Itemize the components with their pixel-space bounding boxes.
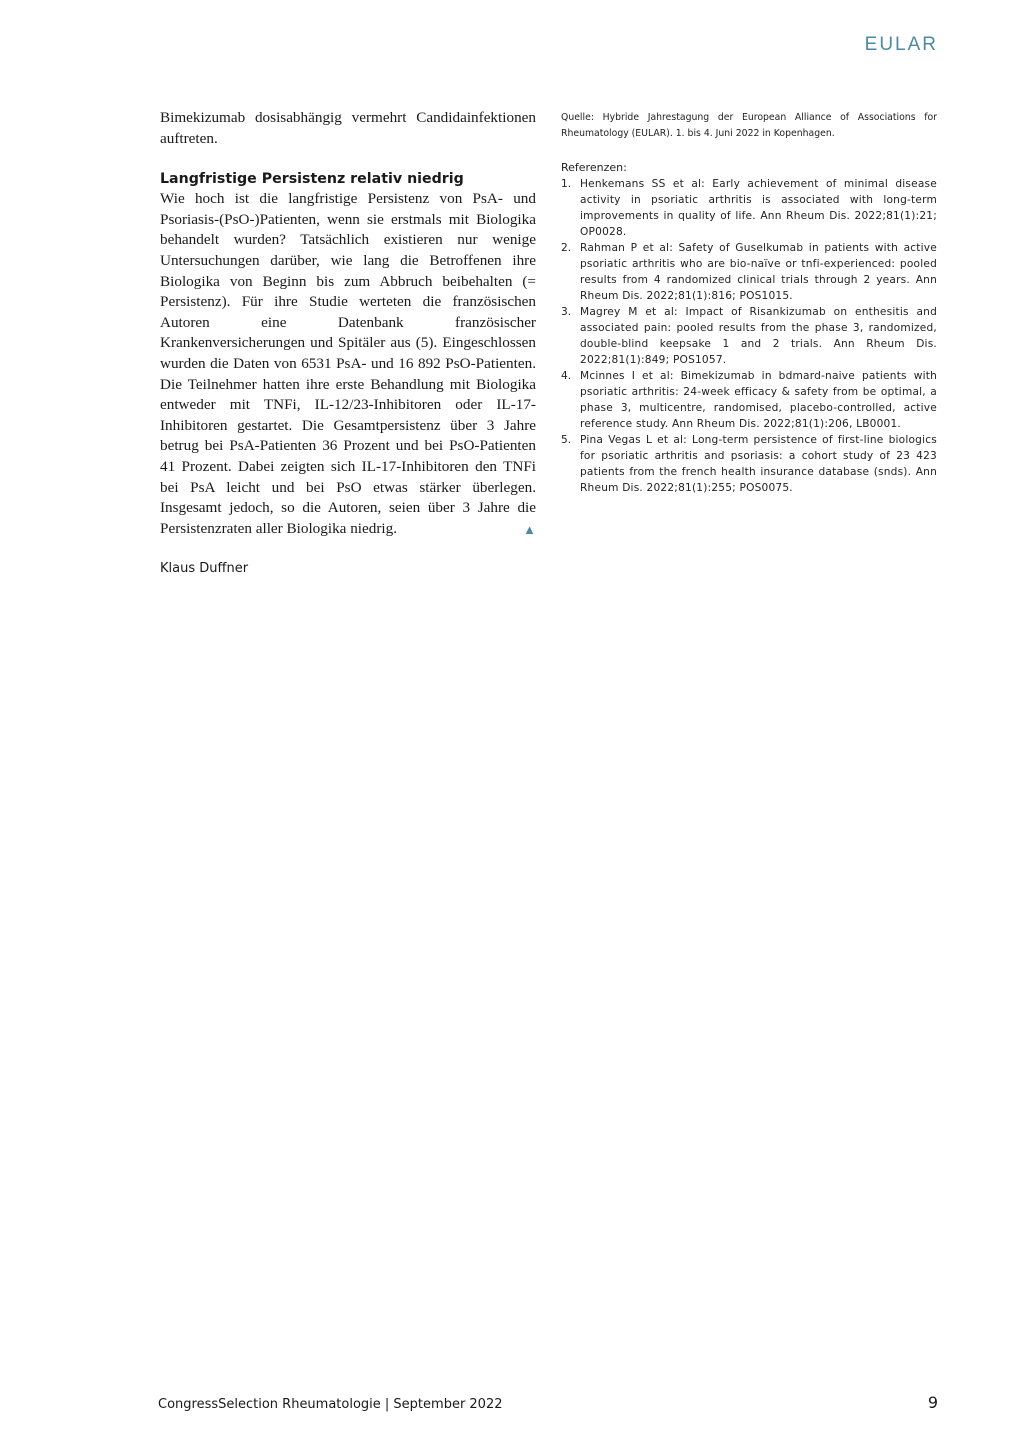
reference-number: 4. (561, 370, 572, 382)
section-heading: Langfristige Persistenz relativ niedrig (160, 171, 464, 188)
reference-text: Henkemans SS et al: Early achievement of minimal disease activity in psoriatic arthritis is associated with long-term improvements in quality of life. Ann Rheum Dis. 2022;81(1):21; OP0028. (580, 178, 937, 238)
author-name: Klaus Duffner (160, 561, 249, 577)
footer-publication: CongressSelection Rheumatologie | September 2022 (158, 1397, 503, 1412)
reference-text: Pina Vegas L et al: Long-term persistence of first-line biologics for psoriatic arthritis and psoriasis: a cohort study of 23 423 patients from the french health insurance database (snds). Ann Rheum Dis. 2022;81(1):255; POS0075. (580, 434, 937, 494)
source-note: Quelle: Hybride Jahrestagung der European Alliance of Associations for Rheumatology (EULAR). 1. bis 4. Juni 2022 in Kopenhagen. (561, 112, 937, 139)
main-paragraph (160, 189, 536, 539)
main-paragraph-text: Wie hoch ist die langfristige Persistenz von PsA- und Psoriasis-(PsO-)Patienten, wenn sie erstmals mit Biologika behandelt wurden? Tatsächlich existieren nur wenige Untersuchungen darüber, wie lang die Betroffenen ihre Biologika von Beginn bis zum Abbruch beibehalten (= Persistenz). Für ihre Studie werteten die französischen Autoren eine Datenbank französischer Krankenversicherungen und Spitäler aus (5). Eingeschlossen wurden die Daten von 6531 PsA- und 16 892 PsO-Patienten. Die Teilnehmer hatten ihre erste Behandlung mit Biologika entweder mit TNFi, IL-12/23-Inhibitoren oder IL-17-Inhibitoren gestartet. Die Gesamtpersistenz über 3 Jahre betrug bei PsA-Patienten 36 Prozent und bei PsO-Patienten 41 Prozent. Dabei zeigten sich IL-17-Inhibitoren den TNFi bei PsA leicht und bei PsO etwas stärker überlegen. Insgesamt jedoch, so die Autoren, seien über 3 Jahre die Persistenzraten aller Biologika niedrig. (160, 190, 536, 537)
end-triangle-icon: ▲ (523, 521, 536, 537)
reference-item (561, 176, 937, 240)
sidebar-column (561, 110, 937, 496)
article-column (160, 108, 536, 578)
reference-number: 2. (561, 242, 572, 254)
reference-text: Mcinnes I et al: Bimekizumab in bdmard-naive patients with psoriatic arthritis: 24-week efficacy & safety from be optimal, a phase 3, multicentre, randomised, placebo-controlled, active reference study. Ann Rheum Dis. 2022;81(1):206, LB0001. (580, 370, 937, 430)
reference-list (561, 176, 937, 496)
reference-number: 5. (561, 434, 572, 446)
references-title: Referenzen: (561, 161, 627, 174)
reference-item (561, 304, 937, 368)
reference-number: 1. (561, 178, 572, 190)
page-number: 9 (927, 1393, 938, 1412)
reference-text: Rahman P et al: Safety of Guselkumab in patients with active psoriatic arthritis who are bio-naïve or tnfi-experienced: pooled results from 4 randomized clinical trials through 2 years. Ann Rheum Dis. 2022;81(1):816; POS1015. (580, 242, 937, 302)
reference-number: 3. (561, 306, 572, 318)
reference-item (561, 368, 937, 432)
reference-item (561, 432, 937, 496)
reference-item (561, 240, 937, 304)
section-label: EULAR (864, 34, 938, 55)
intro-paragraph: Bimekizumab dosisabhängig vermehrt Candidainfektionen auftreten. (160, 109, 536, 147)
reference-text: Magrey M et al: Impact of Risankizumab on enthesitis and associated pain: pooled results from the phase 3, randomized, double-blind keepsake 1 and 2 trials. Ann Rheum Dis. 2022;81(1):849; POS1057. (580, 306, 937, 366)
